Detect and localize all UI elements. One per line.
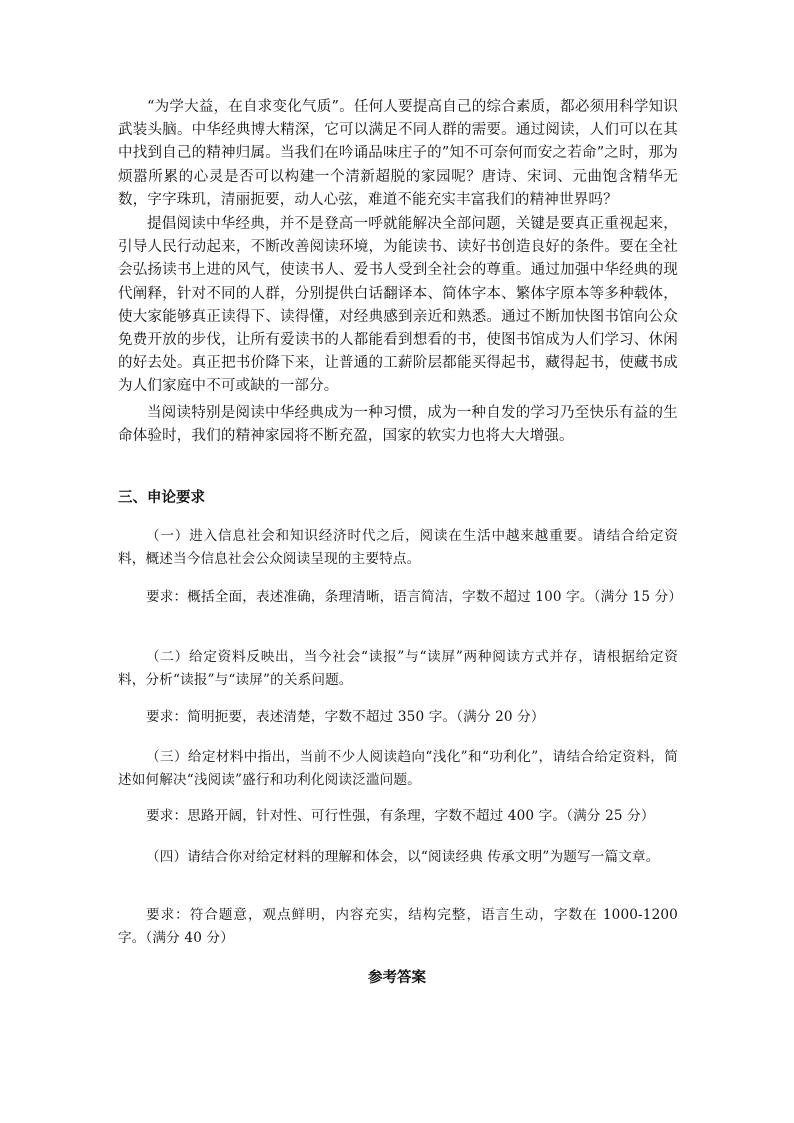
question-2-requirement: 要求：简明扼要，表述清楚，字数不超过 350 字。（满分 20 分）: [146, 709, 545, 725]
answer-heading: 参考答案: [368, 969, 426, 986]
passage-paragraph-2: 提倡阅读中华经典，并不是登高一呼就能解决全部问题，关键是要真正重视起来，引导人民行动起来，不断改善阅读环境，为能读书、读好书创造良好的条件。要在全社会弘扬读书上进的风气，使读书人、爱书人受到全社会的尊重。通过加强中华经典的现代阐释，针对不同的人群，分别提供白话翻译本、简体字本、繁体字原本等多种载体，使大家能够真正读得下、读得懂，对经典感到亲近和熟悉。通过不断加快图书馆向公众免费开放的步伐，让所有爱读书的人都能看到想看的书，使图书馆成为人们学习、休闲的好去处。真正把书价降下来，让普通的工薪阶层都能买得起书，藏得起书，使藏书成为人们家庭中不可或缺的一部分。: [118, 216, 678, 395]
passage-paragraph-1: “为学大益，在自求变化气质”。任何人要提高自己的综合素质，都必须用科学知识武装头脑。中华经典博大精深，它可以满足不同人群的需要。通过阅读，人们可以在其中找到自己的精神归属。当我们在吟诵品味庄子的”知不可奈何而安之若命”之时，那为烦嚣所累的心灵是否可以构建一个清新超脱的家园呢？唐诗、宋词、元曲饱含精华无数，字字珠玑，清丽扼要，动人心弦，难道不能充实丰富我们的精神世界吗？: [118, 99, 678, 208]
passage-paragraph-3: 当阅读特别是阅读中华经典成为一种习惯，成为一种自发的学习乃至快乐有益的生命体验时，我们的精神家园将不断充盈，国家的软实力也将大大增强。: [118, 405, 678, 445]
section-heading: 三、申论要求: [118, 489, 205, 506]
question-3-text: （三）给定材料中指出，当前不少人阅读趋向“浅化”和“功利化”，请结合给定资料，简述如何解决“浅阅读”盛行和功利化阅读泛滥问题。: [118, 749, 678, 788]
question-1-text: （一）进入信息社会和知识经济时代之后，阅读在生活中越来越重要。请结合给定资料，概述当今信息社会公众阅读呈现的主要特点。: [118, 528, 678, 567]
question-4-text: （四）请结合你对给定材料的理解和体会，以“阅读经典 传承文明”为题写一篇文章。: [146, 849, 660, 865]
question-4-requirement: 要求：符合题意，观点鲜明，内容充实，结构完整，语言生动，字数在 1000-1200 字。（满分 40 分）: [118, 907, 678, 946]
question-1-requirement: 要求：概括全面，表述准确，条理清晰，语言简洁，字数不超过 100 字。（满分 15 分）: [146, 589, 683, 605]
question-3-requirement: 要求：思路开阔，针对性、可行性强，有条理，字数不超过 400 字。（满分 25 分）: [146, 808, 655, 824]
question-2-text: （二）给定资料反映出，当今社会“读报”与“读屏”两种阅读方式并存，请根据给定资料，分析“读报”与“读屏”的关系问题。: [118, 649, 678, 688]
